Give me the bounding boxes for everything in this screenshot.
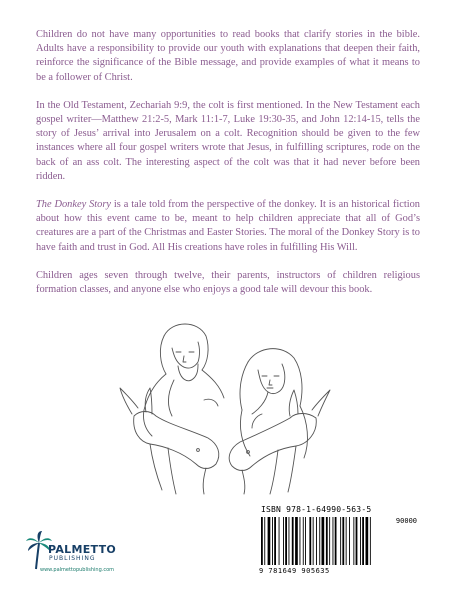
barcode-icon — [261, 517, 413, 567]
barcode-area — [255, 505, 419, 579]
book-title-italic: The Donkey Story — [36, 199, 112, 211]
paragraph-3-rest: is a tale told from the perspective of the donkey. It is an historical fiction about how this event came to be, meant to help children appreciate that all of God’s creatures are a part of the Christmas and Easter Stories. The moral of the Donkey Story is to have faith and trust in God. All His creations have roles in fulfilling His Will. — [36, 199, 420, 253]
paragraph-3 — [36, 198, 420, 255]
isbn-text: ISBN 978-1-64990-563-5 — [261, 505, 372, 514]
price-code: 90000 — [395, 517, 417, 525]
paragraph-2: In the Old Testament, Zechariah 9:9, the colt is first mentioned. In the New Testament each gospel writer—Matthew 21:2-5, Mark 11:1-7, Luke 19:30-35, and John 12:14-15, tells the story of Jesus’ arrival into Jerusalem on a colt. Recognition should be given to the few instances where all four gospel writers wrote that Jesus, in fulfilling scriptures, rode on the back of an ass colt. The interesting aspect of the colt was that it had never before been ridden. — [36, 99, 420, 182]
paragraph-1: Children do not have many opportunities to read books that clarify stories in the bible. Adults have a responsibility to provide our youth with explanations that deepen their faith, reinforce the significance of the Bible message, and provide examples of what it means to be a follower of Christ. — [36, 29, 420, 83]
barcode-number: 9 781649 905635 — [259, 567, 330, 575]
publisher-url: www.palmettopublishing.com — [40, 567, 115, 573]
publisher-name: PALMETTO — [48, 543, 117, 556]
paragraph-4: Children ages seven through twelve, their parents, instructors of children religious formation classes, and anyone else who enjoys a good tale will devour this book. — [36, 269, 420, 296]
back-cover-text — [36, 28, 420, 311]
jesus-mary-donkeys-illustration — [112, 318, 334, 500]
publisher-sub: PUBLISHING — [49, 555, 96, 562]
publisher-logo — [26, 527, 126, 577]
